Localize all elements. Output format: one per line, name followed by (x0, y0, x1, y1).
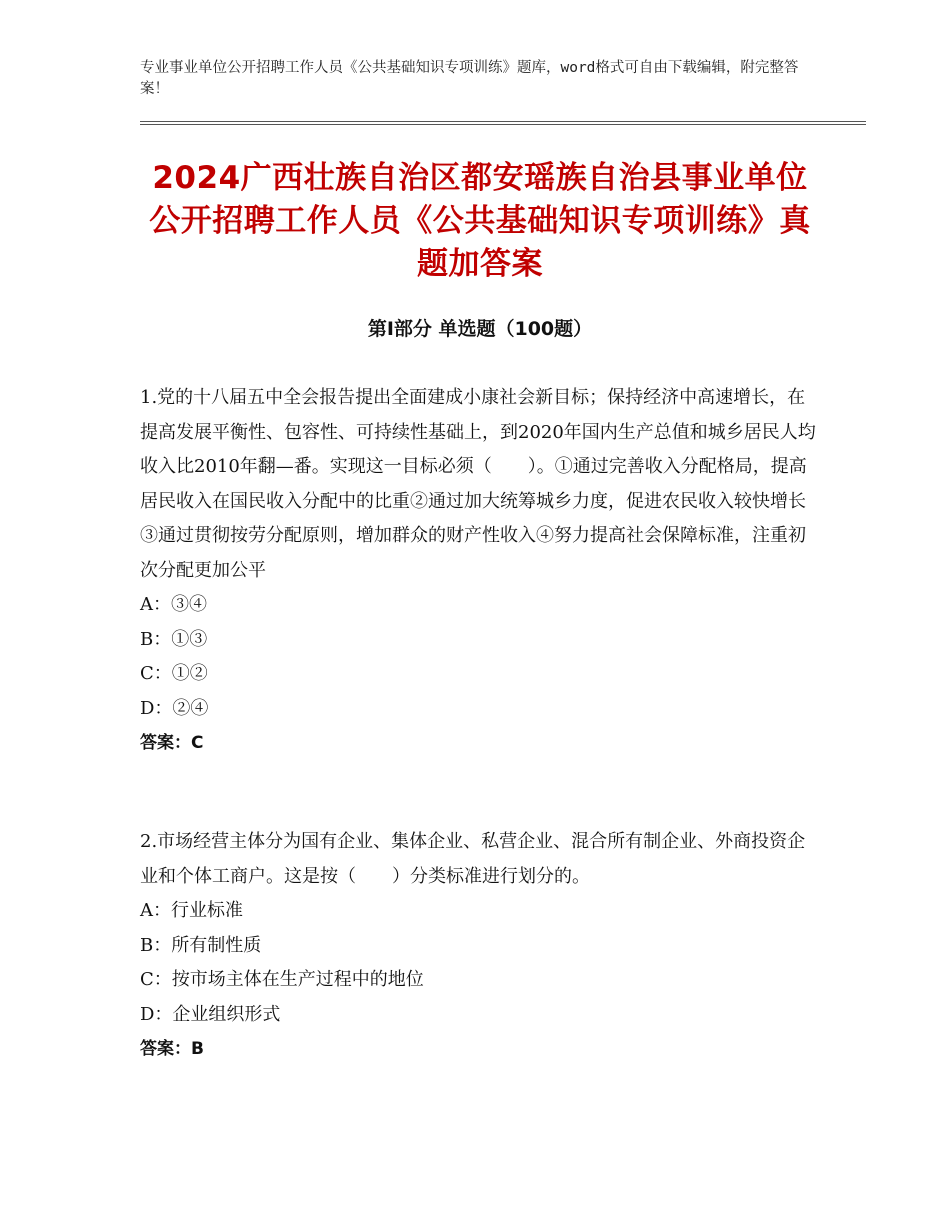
header-note: 专业事业单位公开招聘工作人员《公共基础知识专项训练》题库，word格式可自由下载编辑，附完整答案！ (140, 60, 799, 97)
option-d: D：企业组织形式 (140, 1003, 281, 1025)
question-1 (140, 381, 820, 761)
question-stem: 1.党的十八届五中全会报告提出全面建成小康社会新目标；保持经济中高速增长，在提高发展平衡性、包容性、可持续性基础上，到2020年国内生产总值和城乡居民人均收入比2010年翻—番。实现这一目标必须（ ）。①通过完善收入分配格局，提高居民收入在国民收入分配中的比重②通过加大统筹城乡力度，促进农民收入较快增长③通过贯彻按劳分配原则，增加群众的财产性收入④努力提高社会保障标准，注重初次分配更加公平 (140, 387, 816, 581)
option-d: D：②④ (140, 697, 209, 719)
option-b: B：所有制性质 (140, 934, 262, 956)
option-c: C：①② (140, 663, 208, 684)
option-a: A：③④ (140, 594, 207, 615)
question-stem: 2.市场经营主体分为国有企业、集体企业、私营企业、混合所有制企业、外商投资企业和个体工商户。这是按（ ）分类标准进行划分的。 (140, 831, 806, 887)
question-2 (140, 825, 820, 1067)
answer: 答案：C (140, 733, 204, 753)
option-b: B：①③ (140, 628, 208, 650)
option-c: C：按市场主体在生产过程中的地位 (140, 969, 424, 990)
section-heading: 第Ⅰ部分 单选题（100题） (367, 318, 593, 340)
page-title: 2024广西壮族自治区都安瑶族自治县事业单位公开招聘工作人员《公共基础知识专项训练》真题加答案 (149, 160, 811, 282)
answer: 答案：B (140, 1039, 204, 1059)
option-a: A：行业标准 (140, 900, 243, 921)
header-divider (140, 121, 866, 125)
